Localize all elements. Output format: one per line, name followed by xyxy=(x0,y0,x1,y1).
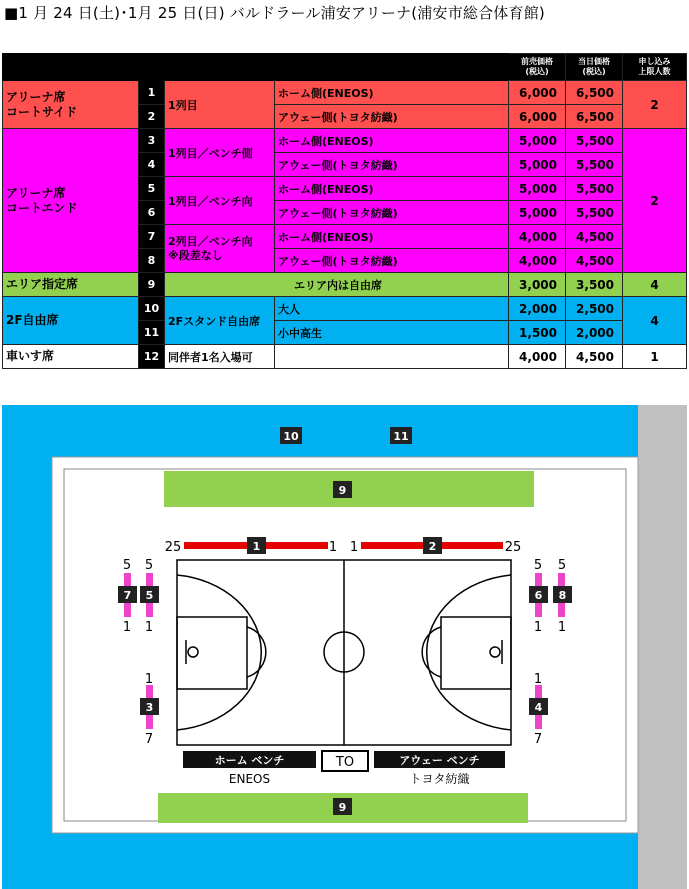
badge-2: 2 xyxy=(428,540,437,553)
table-row xyxy=(3,81,687,105)
home-team-name: ENEOS xyxy=(228,772,271,786)
seat-number: 6 xyxy=(139,201,165,225)
badge-11: 11 xyxy=(393,430,409,443)
limit-value: 4 xyxy=(623,273,687,297)
home-bench-label: ホーム ベンチ xyxy=(214,754,285,767)
sameday-price: 5,500 xyxy=(566,201,623,225)
header-sameday: 当日価格 (税込) xyxy=(566,54,623,81)
seat-number: 7 xyxy=(139,225,165,249)
away-bench-label: アウェー ベンチ xyxy=(399,754,480,767)
seat-number: 9 xyxy=(139,273,165,297)
presale-price: 4,000 xyxy=(509,249,566,273)
presale-price: 4,000 xyxy=(509,225,566,249)
gray-area xyxy=(638,405,687,889)
row-number: 1 xyxy=(349,540,359,555)
presale-price: 3,000 xyxy=(509,273,566,297)
table-row xyxy=(3,129,687,153)
sameday-price: 3,500 xyxy=(566,273,623,297)
row-number: 1 xyxy=(144,620,154,635)
row-number: 1 xyxy=(533,620,543,635)
limit-value: 2 xyxy=(623,129,687,273)
table-row xyxy=(3,345,687,369)
sameday-price: 5,500 xyxy=(566,129,623,153)
category-wheelchair: 車いす席 xyxy=(3,345,139,369)
side-label: アウェー側(トヨタ紡織) xyxy=(275,201,509,225)
header-blank xyxy=(139,54,165,81)
table-row xyxy=(3,273,687,297)
badge-3: 3 xyxy=(145,701,154,714)
side-label: 大人 xyxy=(275,297,509,321)
seat-map xyxy=(0,405,689,889)
header-presale: 前売価格 (税込) xyxy=(509,54,566,81)
badge-1: 1 xyxy=(252,540,261,553)
side-label: アウェー側(トヨタ紡織) xyxy=(275,249,509,273)
badge-9-top: 9 xyxy=(338,484,347,497)
badge-8: 8 xyxy=(558,589,567,602)
side-label: ホーム側(ENEOS) xyxy=(275,177,509,201)
row-label: 1列目／ベンチ向 xyxy=(165,177,275,225)
badge-5: 5 xyxy=(145,589,154,602)
badge-4: 4 xyxy=(534,701,543,714)
badge-10: 10 xyxy=(283,430,299,443)
presale-price: 6,000 xyxy=(509,81,566,105)
badge-7: 7 xyxy=(123,589,132,602)
presale-price: 5,000 xyxy=(509,129,566,153)
row-label: 1列目 xyxy=(165,81,275,129)
row-number: 7 xyxy=(144,732,154,747)
row-label: 同伴者1名入場可 xyxy=(165,345,275,369)
seat-number: 5 xyxy=(139,177,165,201)
away-team-name: トヨタ紡織 xyxy=(409,772,470,786)
sameday-price: 2,000 xyxy=(566,321,623,345)
sameday-price: 5,500 xyxy=(566,177,623,201)
side-label-empty xyxy=(275,345,509,369)
limit-value: 4 xyxy=(623,297,687,345)
sameday-price: 6,500 xyxy=(566,81,623,105)
row-number: 7 xyxy=(533,732,543,747)
price-table xyxy=(2,53,687,369)
badge-9-bottom: 9 xyxy=(338,801,347,814)
area-note: エリア内は自由席 xyxy=(165,273,509,297)
limit-value: 2 xyxy=(623,81,687,129)
header-blank xyxy=(275,54,509,81)
limit-value: 1 xyxy=(623,345,687,369)
category-2f: 2F自由席 xyxy=(3,297,139,345)
presale-price: 5,000 xyxy=(509,201,566,225)
row-label: 2Fスタンド自由席 xyxy=(165,297,275,345)
sameday-price: 4,500 xyxy=(566,225,623,249)
row-number: 5 xyxy=(533,558,543,573)
row-number: 25 xyxy=(504,540,522,555)
row-number: 5 xyxy=(144,558,154,573)
sameday-price: 4,500 xyxy=(566,345,623,369)
row-number: 5 xyxy=(122,558,132,573)
table-row xyxy=(3,297,687,321)
sameday-price: 2,500 xyxy=(566,297,623,321)
arena-floor xyxy=(52,457,638,833)
seat-number: 12 xyxy=(139,345,165,369)
page-title: ■1 月 24 日(土)･1月 25 日(日) バルドラール浦安アリーナ(浦安市総合体育館) xyxy=(4,4,545,22)
row-number: 1 xyxy=(122,620,132,635)
side-label: アウェー側(トヨタ紡織) xyxy=(275,153,509,177)
header-limit: 申し込み 上限人数 xyxy=(623,54,687,81)
header-blank xyxy=(3,54,139,81)
seat-number: 10 xyxy=(139,297,165,321)
row-number: 25 xyxy=(164,540,182,555)
to-label: TO xyxy=(335,755,355,770)
presale-price: 5,000 xyxy=(509,153,566,177)
category-arena-end: アリーナ席 コートエンド xyxy=(3,129,139,273)
row-number: 1 xyxy=(328,540,338,555)
badge-6: 6 xyxy=(534,589,543,602)
row-number: 1 xyxy=(533,672,543,687)
category-area: エリア指定席 xyxy=(3,273,139,297)
sameday-price: 4,500 xyxy=(566,249,623,273)
presale-price: 5,000 xyxy=(509,177,566,201)
row-label: 2列目／ベンチ向 ※段差なし xyxy=(165,225,275,273)
presale-price: 4,000 xyxy=(509,345,566,369)
presale-price: 1,500 xyxy=(509,321,566,345)
presale-price: 2,000 xyxy=(509,297,566,321)
side-label: ホーム側(ENEOS) xyxy=(275,81,509,105)
header-blank xyxy=(165,54,275,81)
seat-number: 4 xyxy=(139,153,165,177)
seat-number: 3 xyxy=(139,129,165,153)
seat-number: 8 xyxy=(139,249,165,273)
row-number: 1 xyxy=(144,672,154,687)
row-number: 5 xyxy=(557,558,567,573)
sameday-price: 6,500 xyxy=(566,105,623,129)
presale-price: 6,000 xyxy=(509,105,566,129)
side-label: ホーム側(ENEOS) xyxy=(275,225,509,249)
seat-number: 11 xyxy=(139,321,165,345)
category-arena-side: アリーナ席 コートサイド xyxy=(3,81,139,129)
side-label: 小中高生 xyxy=(275,321,509,345)
row-label: 1列目／ベンチ側 xyxy=(165,129,275,177)
row-number: 1 xyxy=(557,620,567,635)
sameday-price: 5,500 xyxy=(566,153,623,177)
seat-number: 2 xyxy=(139,105,165,129)
seat-number: 1 xyxy=(139,81,165,105)
side-label: ホーム側(ENEOS) xyxy=(275,129,509,153)
table-header-row xyxy=(3,54,687,81)
side-label: アウェー側(トヨタ紡織) xyxy=(275,105,509,129)
